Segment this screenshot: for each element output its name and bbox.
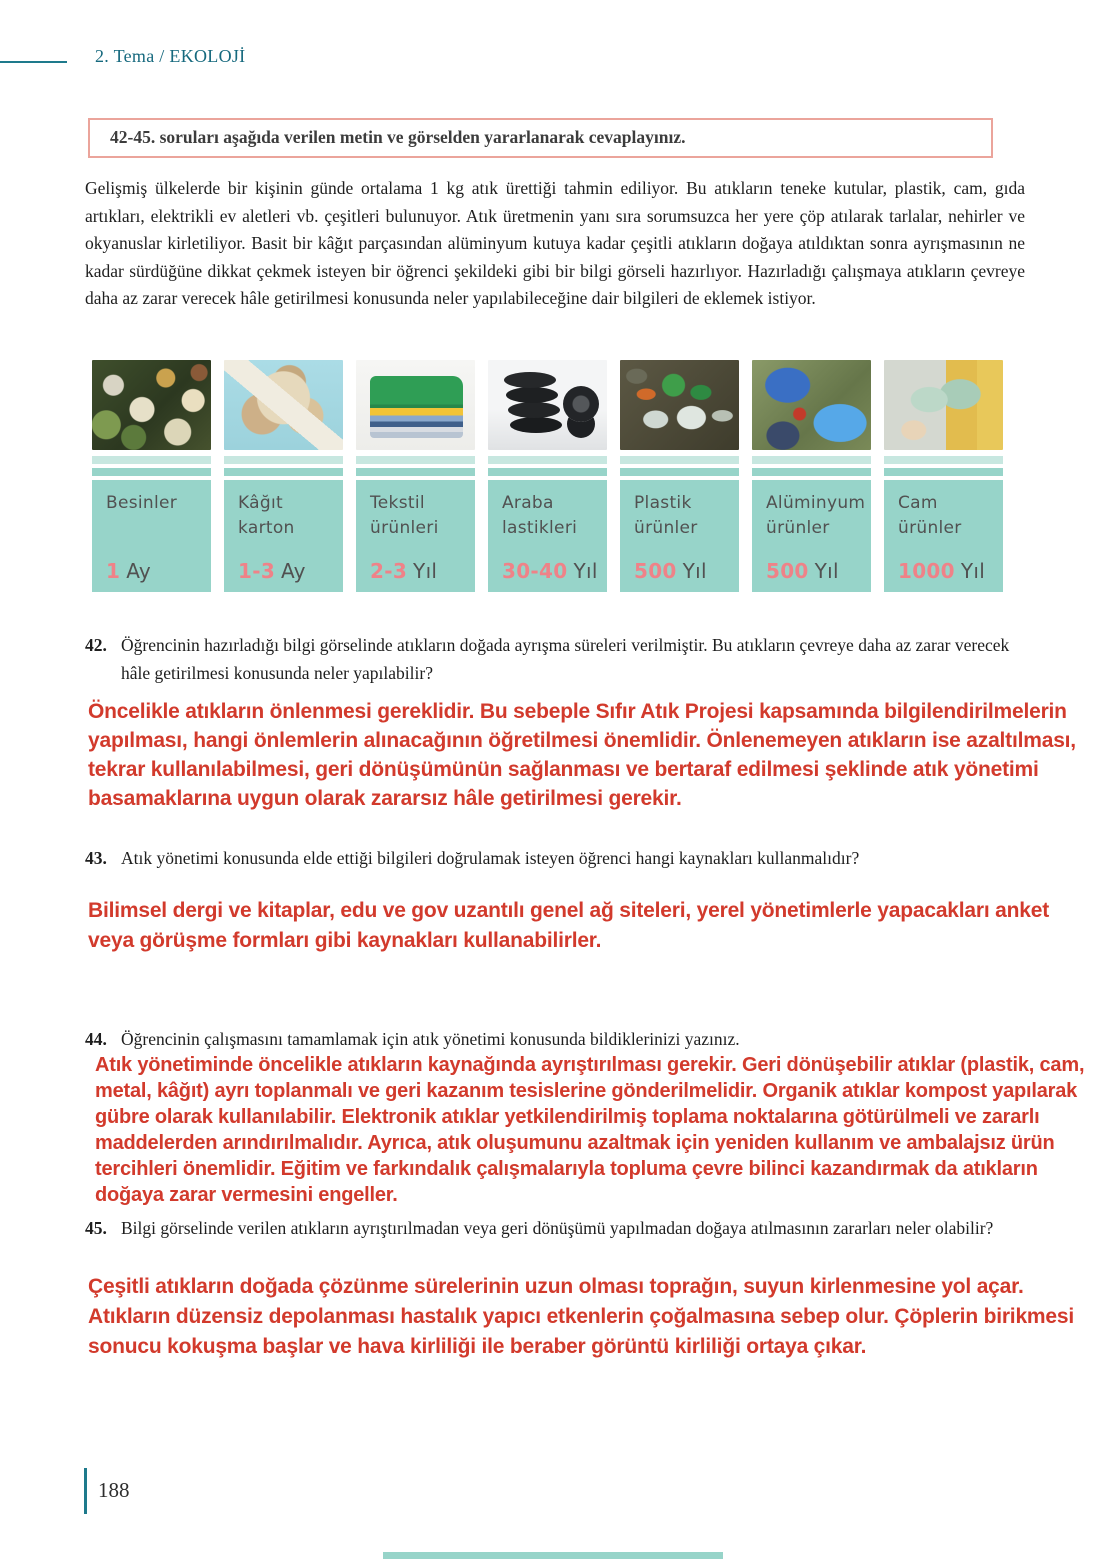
card-label: Cam ürünler bbox=[898, 493, 962, 538]
infographic-card bbox=[752, 480, 871, 592]
card-label: Tekstil ürünleri bbox=[370, 493, 439, 538]
question-45 bbox=[85, 1215, 1030, 1243]
handwritten-answer-45: Çeşitli atıkların doğada çözünme sürelerinin uzun olması toprağın, suyun kirlenmesine yol açar. Atıkların düzensiz depolanması hastalık yapıcı etkenlerin çoğalmasına sebep olur. Çöplerin birikmesi sonucu kokuşma başlar ve hava kirliliği ile beraber görüntü kirliliği ortaya çıkar. bbox=[88, 1275, 1074, 1358]
question-43 bbox=[85, 845, 1030, 873]
duration-value: 1-3 bbox=[238, 559, 276, 583]
question-text: Atık yönetimi konusunda elde ettiği bilgileri doğrulamak isteyen öğrenci hangi kaynakları kullanmalıdır? bbox=[121, 848, 860, 868]
duration-unit: Yıl bbox=[814, 559, 839, 583]
infographic-card bbox=[224, 480, 343, 592]
page-header-theme: 2. Tema / EKOLOJİ bbox=[95, 46, 246, 66]
card-duration bbox=[238, 559, 306, 583]
infographic-column-food bbox=[92, 360, 211, 592]
divider-stripe bbox=[620, 456, 739, 464]
duration-unit: Ay bbox=[281, 559, 306, 583]
infographic-card bbox=[884, 480, 1003, 592]
duration-unit: Yıl bbox=[573, 559, 598, 583]
question-number: 43. bbox=[85, 848, 107, 868]
card-duration bbox=[106, 559, 151, 583]
divider-stripe bbox=[884, 456, 1003, 464]
infographic-column-paper bbox=[224, 360, 343, 592]
duration-value: 30-40 bbox=[502, 559, 568, 583]
card-duration bbox=[898, 559, 985, 583]
infographic-column-plastic bbox=[620, 360, 739, 592]
infographic-column-aluminum bbox=[752, 360, 871, 592]
infographic-column-tires bbox=[488, 360, 607, 592]
divider-stripe bbox=[356, 468, 475, 476]
infographic-card bbox=[356, 480, 475, 592]
divider-stripe bbox=[488, 456, 607, 464]
page-number-rule bbox=[84, 1468, 87, 1514]
card-duration bbox=[370, 559, 437, 583]
intro-paragraph: Gelişmiş ülkelerde bir kişinin günde ortalama 1 kg atık ürettiği tahmin ediliyor. Bu atıkların teneke kutular, plastik, cam, gıda artıkları, elektrikli ev aletleri vb. çeşitleri bulunuyor. Atık üretmenin yanı sıra sorumsuzca her yere çöp atılarak tarlalar, nehirler ve okyanuslar kirletiliyor. Basit bir kâğıt parçasından alüminyum kutuya kadar çeşitli atıkların doğaya atıldıktan sonra ayrışmasının ne kadar sürdüğüne dikkat çekmek isteyen bir öğrenci şekildeki gibi bir bilgi görseli hazırlıyor. Hazırladığı çalışmaya atıkların çevreye daha az zarar verecek hâle getirilmesi konusunda neler yapılabileceğine dair bilgileri de eklemek istiyor. bbox=[85, 178, 1025, 308]
divider-stripe bbox=[752, 468, 871, 476]
divider-stripe bbox=[356, 456, 475, 464]
divider-stripe bbox=[224, 456, 343, 464]
card-label: Kâğıt karton bbox=[238, 493, 295, 538]
infographic-card bbox=[92, 480, 211, 592]
question-42 bbox=[85, 632, 1030, 687]
question-text: Öğrencinin hazırladığı bilgi görselinde atıkların doğada ayrışma süreleri verilmiştir. Bu atıkların çevreye daha az zarar verecek hâle getirilmesi konusunda neler yapılabilir? bbox=[121, 635, 1010, 683]
card-duration bbox=[502, 559, 598, 583]
instruction-text: 42-45. soruları aşağıda verilen metin ve görselden yararlanarak cevaplayınız. bbox=[110, 127, 686, 147]
plastic-litter-photo bbox=[620, 360, 739, 450]
instruction-box bbox=[88, 118, 993, 158]
duration-value: 1 bbox=[106, 559, 121, 583]
infographic-card bbox=[488, 480, 607, 592]
duration-value: 500 bbox=[634, 559, 677, 583]
food-waste-photo bbox=[92, 360, 211, 450]
bottom-decorative-bar bbox=[383, 1552, 723, 1559]
duration-unit: Ay bbox=[126, 559, 151, 583]
question-text: Öğrencinin çalışmasını tamamlamak için atık yönetimi konusunda bildiklerinizi yazınız. bbox=[121, 1029, 740, 1049]
question-number: 44. bbox=[85, 1029, 107, 1049]
divider-stripe bbox=[488, 468, 607, 476]
infographic-column-textile bbox=[356, 360, 475, 592]
card-duration bbox=[634, 559, 707, 583]
cardboard-pile-photo bbox=[224, 360, 343, 450]
car-tires-photo bbox=[488, 360, 607, 450]
decomposition-infographic bbox=[92, 360, 1005, 592]
question-text: Bilgi görselinde verilen atıkların ayrıştırılmadan veya geri dönüşümü yapılmadan doğaya atılmasının zararları neler olabilir? bbox=[121, 1218, 994, 1238]
handwritten-answer-43: Bilimsel dergi ve kitaplar, edu ve gov uzantılı genel ağ siteleri, yerel yönetimlerle yapacakları anket veya görüşme formları gibi kaynakları kullanabilirler. bbox=[88, 899, 1049, 952]
question-number: 42. bbox=[85, 635, 107, 655]
duration-value: 2-3 bbox=[370, 559, 408, 583]
card-label: Alüminyum ürünler bbox=[766, 493, 866, 538]
duration-unit: Yıl bbox=[960, 559, 986, 583]
divider-stripe bbox=[92, 456, 211, 464]
divider-stripe bbox=[884, 468, 1003, 476]
question-44 bbox=[85, 1026, 1030, 1054]
divider-stripe bbox=[752, 456, 871, 464]
divider-stripe bbox=[92, 468, 211, 476]
handwritten-answer-44: Atık yönetiminde öncelikle atıkların kaynağında ayrıştırılması gerekir. Geri dönüşebilir atıklar (plastik, cam, metal, kâğıt) ayrı toplanmalı ve geri kazanım tesislerine gönderilmelidir. Organik atıklar kompost yapılarak gübre olarak kullanılabilir. Elektronik atıklar yetkilendirilmiş toplama noktalarına götürülmeli ve zararlı maddelerden arındırılmalıdır. Ayrıca, atık oluşumunu azaltmak için yeniden kullanım ve ambalajsız ürün tercihleri önemlidir. Eğitim ve farkındalık çalışmalarıyla topluma çevre bilinci kazandırmak da atıkların doğaya zarar vermesini engeller. bbox=[95, 1054, 1085, 1206]
handwritten-answer-42: Öncelikle atıkların önlenmesi gereklidir. Bu sebeple Sıfır Atık Projesi kapsamında bilgilendirilmelerin yapılması, hangi önlemlerin alınacağının öğretilmesi önemlidir. Önlenemeyen atıkların ise azaltılması, tekrar kullanılabilmesi, geri dönüşümünün sağlanması ve bertaraf edilmesi şeklinde atık yönetimi basamaklarına uygun olarak zararsız hâle getirilmesi gerekir. bbox=[88, 700, 1076, 810]
duration-unit: Yıl bbox=[413, 559, 438, 583]
card-label: Plastik ürünler bbox=[634, 493, 698, 538]
glass-jars-photo bbox=[884, 360, 1003, 450]
divider-stripe bbox=[224, 468, 343, 476]
folded-clothes-photo bbox=[356, 360, 475, 450]
duration-value: 1000 bbox=[898, 559, 955, 583]
card-label: Araba lastikleri bbox=[502, 493, 578, 538]
card-duration bbox=[766, 559, 839, 583]
page-number: 188 bbox=[98, 1478, 130, 1502]
duration-unit: Yıl bbox=[682, 559, 707, 583]
card-label: Besinler bbox=[106, 493, 178, 513]
header-rule-line bbox=[0, 61, 67, 63]
question-number: 45. bbox=[85, 1218, 107, 1238]
duration-value: 500 bbox=[766, 559, 809, 583]
aluminum-can-collection-photo bbox=[752, 360, 871, 450]
infographic-card bbox=[620, 480, 739, 592]
divider-stripe bbox=[620, 468, 739, 476]
infographic-column-glass bbox=[884, 360, 1003, 592]
